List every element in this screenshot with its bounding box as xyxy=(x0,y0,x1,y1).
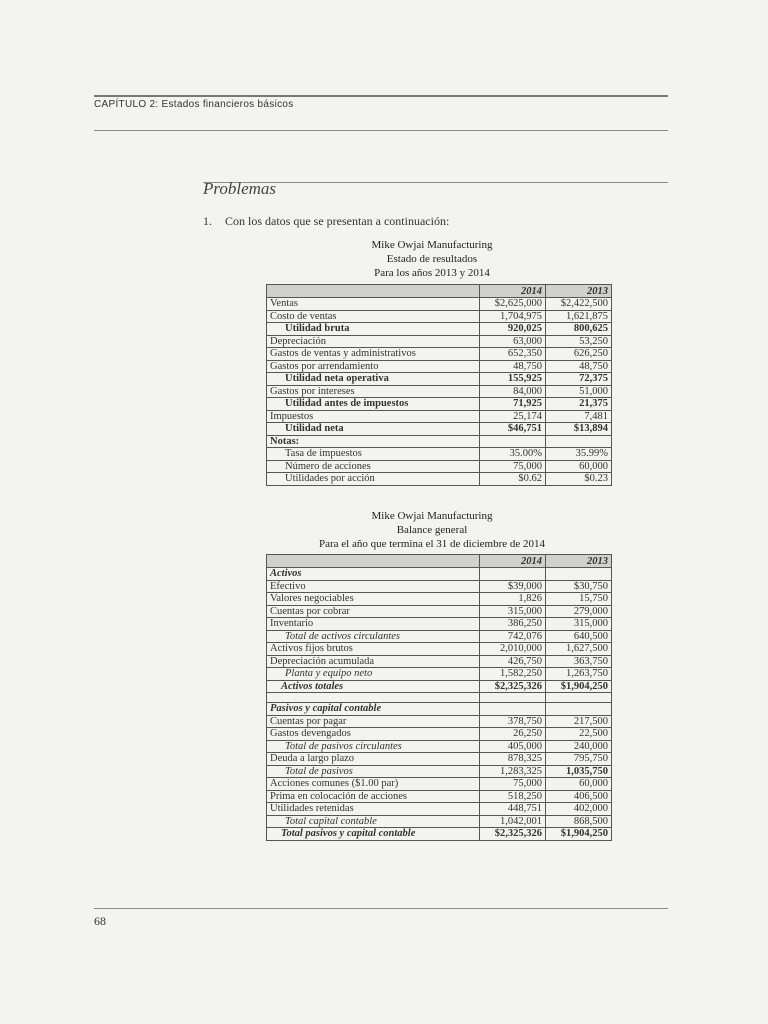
table-header-row xyxy=(267,285,612,298)
value-2014: 75,000 xyxy=(480,460,546,473)
value-2013: 72,375 xyxy=(546,373,612,386)
row-label: Utilidad antes de impuestos xyxy=(267,398,480,411)
value-2013 xyxy=(546,703,612,716)
value-2014: 878,325 xyxy=(480,753,546,766)
value-2014: 315,000 xyxy=(480,605,546,618)
col-header-2014: 2014 xyxy=(480,555,546,568)
row-label: Gastos de ventas y administrativos xyxy=(267,348,480,361)
value-2013: 315,000 xyxy=(546,618,612,631)
value-2014: $2,625,000 xyxy=(480,298,546,311)
table-row xyxy=(267,398,612,411)
table-row xyxy=(267,335,612,348)
row-label: Costo de ventas xyxy=(267,310,480,323)
value-2013: 240,000 xyxy=(546,740,612,753)
value-2013: 48,750 xyxy=(546,360,612,373)
value-2014 xyxy=(480,568,546,581)
value-2014: $2,325,326 xyxy=(480,680,546,693)
value-2014: 1,042,001 xyxy=(480,815,546,828)
income-period: Para los años 2013 y 2014 xyxy=(374,267,490,279)
balance-title: Balance general xyxy=(396,524,468,536)
problem-text: Con los datos que se presentan a continuación: xyxy=(225,214,450,228)
value-2014: 155,925 xyxy=(480,373,546,386)
table-row xyxy=(267,703,612,716)
value-2013: $1,904,250 xyxy=(546,680,612,693)
value-2014: 448,751 xyxy=(480,803,546,816)
row-label: Deuda a largo plazo xyxy=(267,753,480,766)
table-row xyxy=(267,473,612,486)
row-label: Cuentas por pagar xyxy=(267,715,480,728)
income-statement-table xyxy=(266,284,612,486)
table-row xyxy=(267,828,612,841)
value-2013: 868,500 xyxy=(546,815,612,828)
row-label: Notas: xyxy=(267,435,480,448)
table-row xyxy=(267,668,612,681)
row-label xyxy=(267,693,480,703)
value-2014: 84,000 xyxy=(480,385,546,398)
value-2014: $46,751 xyxy=(480,423,546,436)
row-label: Utilidades retenidas xyxy=(267,803,480,816)
row-label: Total de pasivos circulantes xyxy=(267,740,480,753)
value-2013: 363,750 xyxy=(546,655,612,668)
value-2013: $2,422,500 xyxy=(546,298,612,311)
table-row xyxy=(267,310,612,323)
table-row xyxy=(267,753,612,766)
value-2013: $13,894 xyxy=(546,423,612,436)
table-row xyxy=(267,410,612,423)
table-row xyxy=(267,815,612,828)
table-row xyxy=(267,605,612,618)
value-2013 xyxy=(546,568,612,581)
value-2014: 25,174 xyxy=(480,410,546,423)
col-header-2013: 2013 xyxy=(546,555,612,568)
table-row xyxy=(267,765,612,778)
row-label: Total de pasivos xyxy=(267,765,480,778)
value-2013: 22,500 xyxy=(546,728,612,741)
value-2014: $0.62 xyxy=(480,473,546,486)
value-2013: 53,250 xyxy=(546,335,612,348)
table-row xyxy=(267,630,612,643)
value-2013: $1,904,250 xyxy=(546,828,612,841)
value-2014: 71,925 xyxy=(480,398,546,411)
value-2014: 426,750 xyxy=(480,655,546,668)
row-label: Activos xyxy=(267,568,480,581)
value-2014: 35.00% xyxy=(480,448,546,461)
value-2013: 1,263,750 xyxy=(546,668,612,681)
row-label: Utilidad neta xyxy=(267,423,480,436)
balance-company: Mike Owjai Manufacturing xyxy=(371,510,493,522)
row-label: Efectivo xyxy=(267,580,480,593)
value-2013: 626,250 xyxy=(546,348,612,361)
value-2013: $0.23 xyxy=(546,473,612,486)
table-row xyxy=(267,580,612,593)
value-2013: 51,000 xyxy=(546,385,612,398)
value-2014 xyxy=(480,703,546,716)
income-company: Mike Owjai Manufacturing xyxy=(371,239,493,251)
row-label: Pasivos y capital contable xyxy=(267,703,480,716)
row-label: Utilidad bruta xyxy=(267,323,480,336)
row-label: Acciones comunes ($1.00 par) xyxy=(267,778,480,791)
footer-rule xyxy=(94,908,668,909)
problem-statement xyxy=(203,214,449,229)
table-row xyxy=(267,593,612,606)
value-2014: 1,704,975 xyxy=(480,310,546,323)
row-label: Tasa de impuestos xyxy=(267,448,480,461)
value-2014: 48,750 xyxy=(480,360,546,373)
value-2014: 378,750 xyxy=(480,715,546,728)
value-2013: 217,500 xyxy=(546,715,612,728)
income-title: Estado de resultados xyxy=(386,253,478,265)
balance-sheet-title xyxy=(266,509,598,551)
value-2013: 1,627,500 xyxy=(546,643,612,656)
value-2013: 795,750 xyxy=(546,753,612,766)
value-2014: 2,010,000 xyxy=(480,643,546,656)
value-2014: 63,000 xyxy=(480,335,546,348)
row-label: Planta y equipo neto xyxy=(267,668,480,681)
balance-sheet-table xyxy=(266,554,612,841)
row-label: Activos fijos brutos xyxy=(267,643,480,656)
value-2014: $39,000 xyxy=(480,580,546,593)
value-2013: 1,621,875 xyxy=(546,310,612,323)
table-row xyxy=(267,435,612,448)
row-label: Impuestos xyxy=(267,410,480,423)
table-row xyxy=(267,448,612,461)
value-2014: 518,250 xyxy=(480,790,546,803)
table-row xyxy=(267,693,612,703)
value-2014: 386,250 xyxy=(480,618,546,631)
value-2014: 1,582,250 xyxy=(480,668,546,681)
table-row xyxy=(267,360,612,373)
table-row xyxy=(267,655,612,668)
row-label: Depreciación acumulada xyxy=(267,655,480,668)
table-row xyxy=(267,298,612,311)
value-2013: 15,750 xyxy=(546,593,612,606)
value-2014: 405,000 xyxy=(480,740,546,753)
value-2014 xyxy=(480,435,546,448)
table-row xyxy=(267,803,612,816)
table-row xyxy=(267,385,612,398)
row-label: Prima en colocación de acciones xyxy=(267,790,480,803)
value-2014 xyxy=(480,693,546,703)
value-2014: 26,250 xyxy=(480,728,546,741)
col-header-2013: 2013 xyxy=(546,285,612,298)
header-top-rule xyxy=(94,95,668,97)
table-header-row xyxy=(267,555,612,568)
chapter-heading: CAPÍTULO 2: Estados financieros básicos xyxy=(94,99,294,110)
row-label: Número de acciones xyxy=(267,460,480,473)
table-row xyxy=(267,568,612,581)
table-row xyxy=(267,460,612,473)
row-label: Total de activos circulantes xyxy=(267,630,480,643)
value-2013: 640,500 xyxy=(546,630,612,643)
header-bottom-rule xyxy=(94,130,668,131)
value-2014: 652,350 xyxy=(480,348,546,361)
value-2013: $30,750 xyxy=(546,580,612,593)
row-label: Cuentas por cobrar xyxy=(267,605,480,618)
table-row xyxy=(267,643,612,656)
row-label: Depreciación xyxy=(267,335,480,348)
value-2014: 742,076 xyxy=(480,630,546,643)
value-2014: $2,325,326 xyxy=(480,828,546,841)
value-2014: 1,826 xyxy=(480,593,546,606)
table-row xyxy=(267,715,612,728)
table-row xyxy=(267,778,612,791)
table-row xyxy=(267,373,612,386)
table-row xyxy=(267,728,612,741)
row-label: Total capital contable xyxy=(267,815,480,828)
row-label: Activos totales xyxy=(267,680,480,693)
table-row xyxy=(267,348,612,361)
value-2013: 60,000 xyxy=(546,460,612,473)
row-label: Ventas xyxy=(267,298,480,311)
value-2013: 279,000 xyxy=(546,605,612,618)
value-2013: 1,035,750 xyxy=(546,765,612,778)
row-label: Total pasivos y capital contable xyxy=(267,828,480,841)
table-row xyxy=(267,680,612,693)
row-label: Utilidad neta operativa xyxy=(267,373,480,386)
value-2013: 800,625 xyxy=(546,323,612,336)
value-2014: 1,283,325 xyxy=(480,765,546,778)
table-row xyxy=(267,740,612,753)
problem-number: 1. xyxy=(203,214,212,228)
table-row xyxy=(267,618,612,631)
page-number: 68 xyxy=(94,914,106,928)
row-label: Inventario xyxy=(267,618,480,631)
table-row xyxy=(267,790,612,803)
row-label: Gastos por arrendamiento xyxy=(267,360,480,373)
value-2013 xyxy=(546,435,612,448)
value-2013: 402,000 xyxy=(546,803,612,816)
value-2013: 21,375 xyxy=(546,398,612,411)
income-statement-title xyxy=(266,238,598,280)
value-2014: 75,000 xyxy=(480,778,546,791)
value-2013: 7,481 xyxy=(546,410,612,423)
table-row xyxy=(267,323,612,336)
value-2014: 920,025 xyxy=(480,323,546,336)
row-label: Gastos devengados xyxy=(267,728,480,741)
row-label: Gastos por intereses xyxy=(267,385,480,398)
value-2013 xyxy=(546,693,612,703)
table-row xyxy=(267,423,612,436)
value-2013: 35.99% xyxy=(546,448,612,461)
value-2013: 60,000 xyxy=(546,778,612,791)
row-label: Valores negociables xyxy=(267,593,480,606)
row-label: Utilidades por acción xyxy=(267,473,480,486)
col-header-2014: 2014 xyxy=(480,285,546,298)
balance-period: Para el año que termina el 31 de diciembre de 2014 xyxy=(318,538,546,550)
section-title: Problemas xyxy=(203,179,277,198)
value-2013: 406,500 xyxy=(546,790,612,803)
